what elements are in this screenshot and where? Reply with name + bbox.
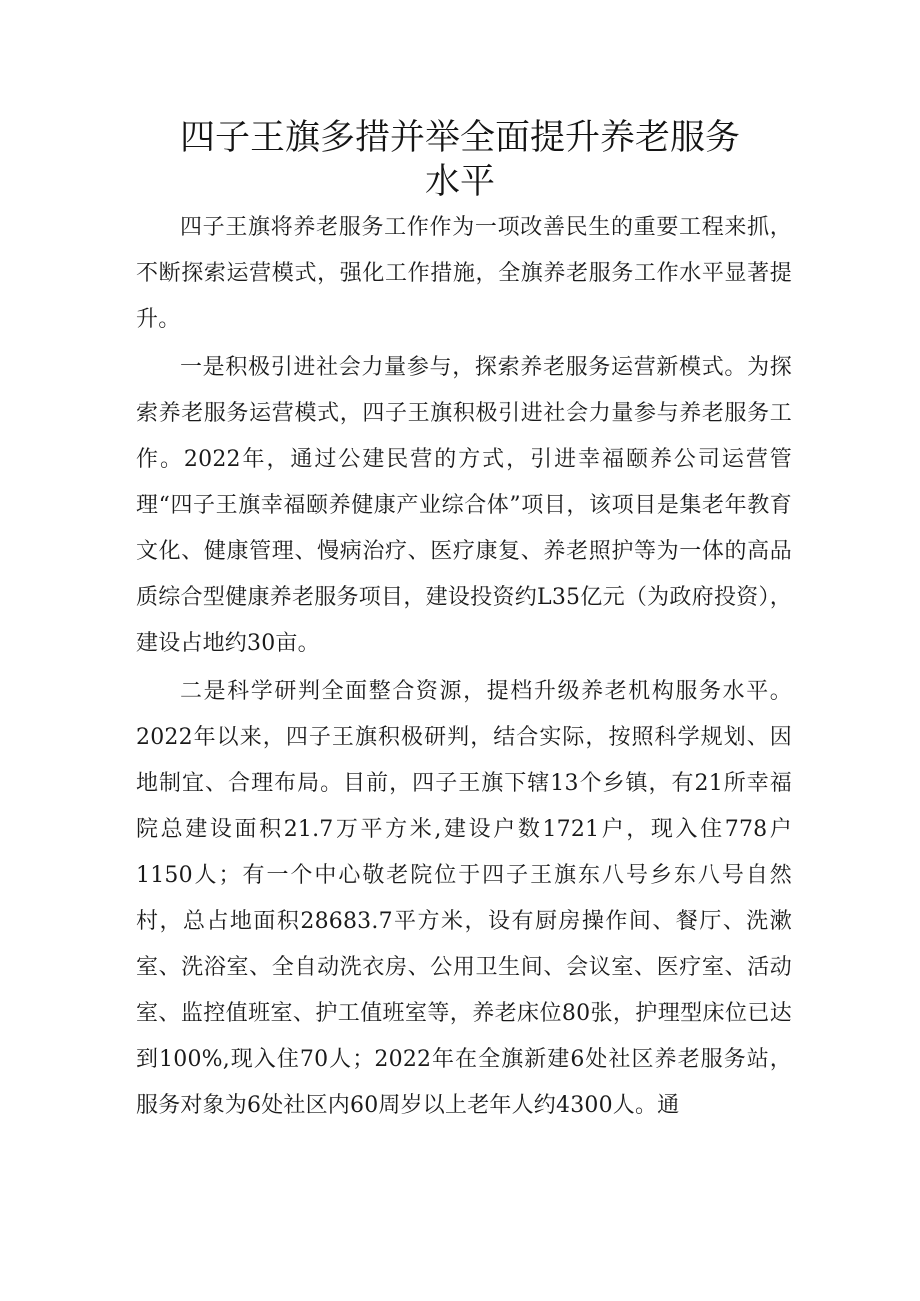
document-title xyxy=(150,116,770,204)
title-line-2: 水平 xyxy=(424,162,495,202)
paragraph-point-two: 二是科学研判全面整合资源，提档升级养老机构服务水平。2022年以来，四子王旗积极研判，结合实际，按照科学规划、因地制宜、合理布局。目前，四子王旗下辖13个乡镇，有21所幸福院总建设面积21.7万平方米,建设户数1721户，现入住778户1150人；有一个中心敬老院位于四子王旗东八号乡东八号自然村，总占地面积28683.7平方米，设有厨房操作间、餐厅、洗漱室、洗浴室、全自动洗衣房、公用卫生间、会议室、医疗室、活动室、监控值班室、护工值班室等，养老床位80张，护理型床位已达到100%,现入住70人；2022年在全旗新建6处社区养老服务站，服务对象为6处社区内60周岁以上老年人约4300人。通 xyxy=(136,679,792,1118)
title-line-1: 四子王旗多措并举全面提升养老服务 xyxy=(179,118,740,158)
document-body xyxy=(136,205,792,1131)
paragraph-intro: 四子王旗将养老服务工作作为一项改善民生的重要工程来抓，不断探索运营模式，强化工作措施，全旗养老服务工作水平显著提升。 xyxy=(136,215,792,332)
paragraph-point-one: 一是积极引进社会力量参与，探索养老服务运营新模式。为探索养老服务运营模式，四子王旗积极引进社会力量参与养老服务工作。2022年，通过公建民营的方式，引进幸福颐养公司运营管理“四子王旗幸福颐养健康产业综合体”项目，该项目是集老年教育文化、健康管理、慢病治疗、医疗康复、养老照护等为一体的高品质综合型健康养老服务项目，建设投资约L35亿元（为政府投资），建设占地约30亩。 xyxy=(136,355,792,656)
